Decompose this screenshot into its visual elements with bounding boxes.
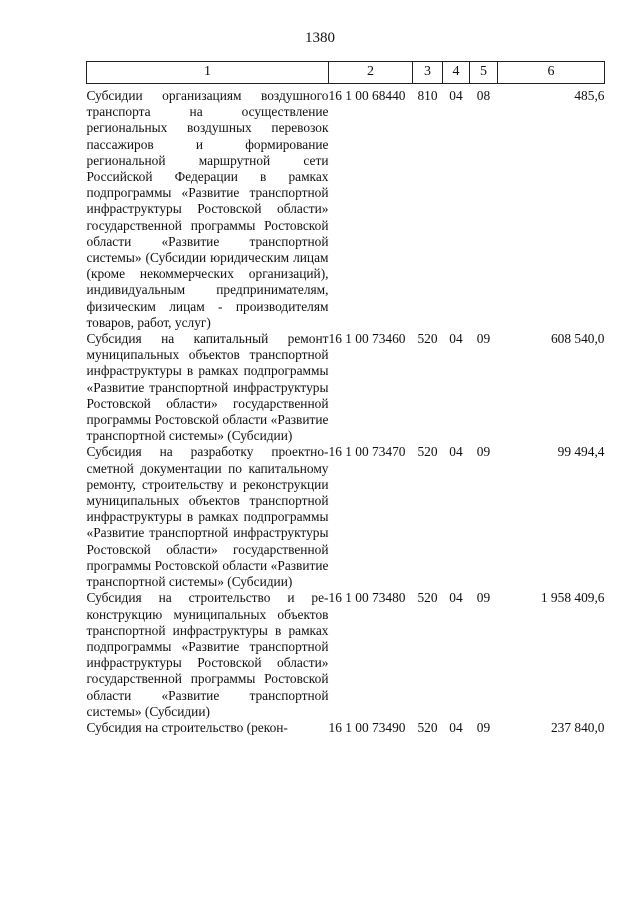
row-amount: 485,6 bbox=[574, 88, 605, 103]
page-number: 1380 bbox=[305, 30, 335, 46]
row-vr: 520 bbox=[417, 331, 438, 347]
row-amount: 99 494,4 bbox=[557, 444, 605, 460]
row-vr: 520 bbox=[417, 719, 438, 735]
column-header-4: 4 bbox=[443, 62, 470, 84]
row-amount: 1 958 409,6 bbox=[540, 590, 605, 606]
table-row bbox=[87, 84, 605, 332]
column-header-1: 1 bbox=[87, 62, 329, 84]
row-name: Субсидия на строительство и реконструкцию муниципальных объектов транспортной инфраструктуры в рамках подпрограммы «Развитие транспортной инфраструктуры Ростовской области» государственной программы Ростовской области «Развитие транспортной системы» (Субсидии) bbox=[86, 590, 329, 719]
table-row bbox=[87, 331, 605, 444]
row-pr: 09 bbox=[476, 590, 491, 606]
row-name: Субсидия на капитальный ремонт муниципальных объектов транспортной инфраструктуры в рамках подпрограммы «Развитие транспортной инфраструктуры Ростовской области» государственной программы Ростовской области «Развитие транспортной системы» (Субсидии) bbox=[86, 331, 329, 444]
row-rz: 04 bbox=[449, 590, 463, 606]
row-code: 16 1 00 73470 bbox=[328, 444, 406, 460]
table-header-row bbox=[87, 62, 605, 84]
row-name: Субсидии организациям воздушного транспорта на осуществление региональных воздушных перевозок пассажиров и формирование региональной маршрутной сети Российской Федерации в рамках подпрограммы «Развитие транспортной инфраструктуры Ростовской области» государственной программы Ростовской области «Развитие транспортной системы» (Субсидии юридическим лицам (кроме некоммерческих организаций), индивидуальным предпринимателям, физическим лицам - производителям товаров, работ, услуг) bbox=[86, 88, 329, 330]
column-header-2: 2 bbox=[329, 62, 413, 84]
row-code: 16 1 00 73460 bbox=[328, 331, 406, 347]
column-header-6: 6 bbox=[498, 62, 605, 84]
table-row bbox=[87, 720, 605, 736]
row-code: 16 1 00 73480 bbox=[328, 590, 406, 606]
row-pr: 09 bbox=[476, 444, 491, 460]
row-amount: 608 540,0 bbox=[550, 331, 605, 347]
row-code: 16 1 00 68440 bbox=[328, 88, 406, 103]
row-code: 16 1 00 73490 bbox=[328, 719, 406, 735]
row-pr: 08 bbox=[476, 88, 491, 103]
row-pr: 09 bbox=[476, 719, 491, 735]
row-vr: 520 bbox=[417, 590, 438, 606]
column-header-5: 5 bbox=[470, 62, 498, 84]
column-header-3: 3 bbox=[413, 62, 443, 84]
row-rz: 04 bbox=[449, 88, 463, 103]
row-pr: 09 bbox=[476, 331, 491, 347]
row-name: Субсидия на разработку проектно-сметной документации по капитальному ремонту, строительству и реконструкции муниципальных объектов транспортной инфраструктуры в рамках подпрограммы «Развитие транспортной инфраструктуры Ростовской области» государственной программы Ростовской области «Развитие транспортной системы» (Субсидии) bbox=[86, 444, 329, 590]
budget-table bbox=[86, 61, 605, 736]
row-vr: 810 bbox=[417, 88, 438, 103]
row-rz: 04 bbox=[449, 331, 463, 347]
row-rz: 04 bbox=[449, 444, 463, 460]
row-name: Субсидия на строительство (рекон- bbox=[86, 719, 288, 735]
table-row bbox=[87, 590, 605, 720]
table-row bbox=[87, 444, 605, 590]
row-vr: 520 bbox=[417, 444, 438, 460]
row-amount: 237 840,0 bbox=[550, 719, 605, 735]
row-rz: 04 bbox=[449, 719, 463, 735]
